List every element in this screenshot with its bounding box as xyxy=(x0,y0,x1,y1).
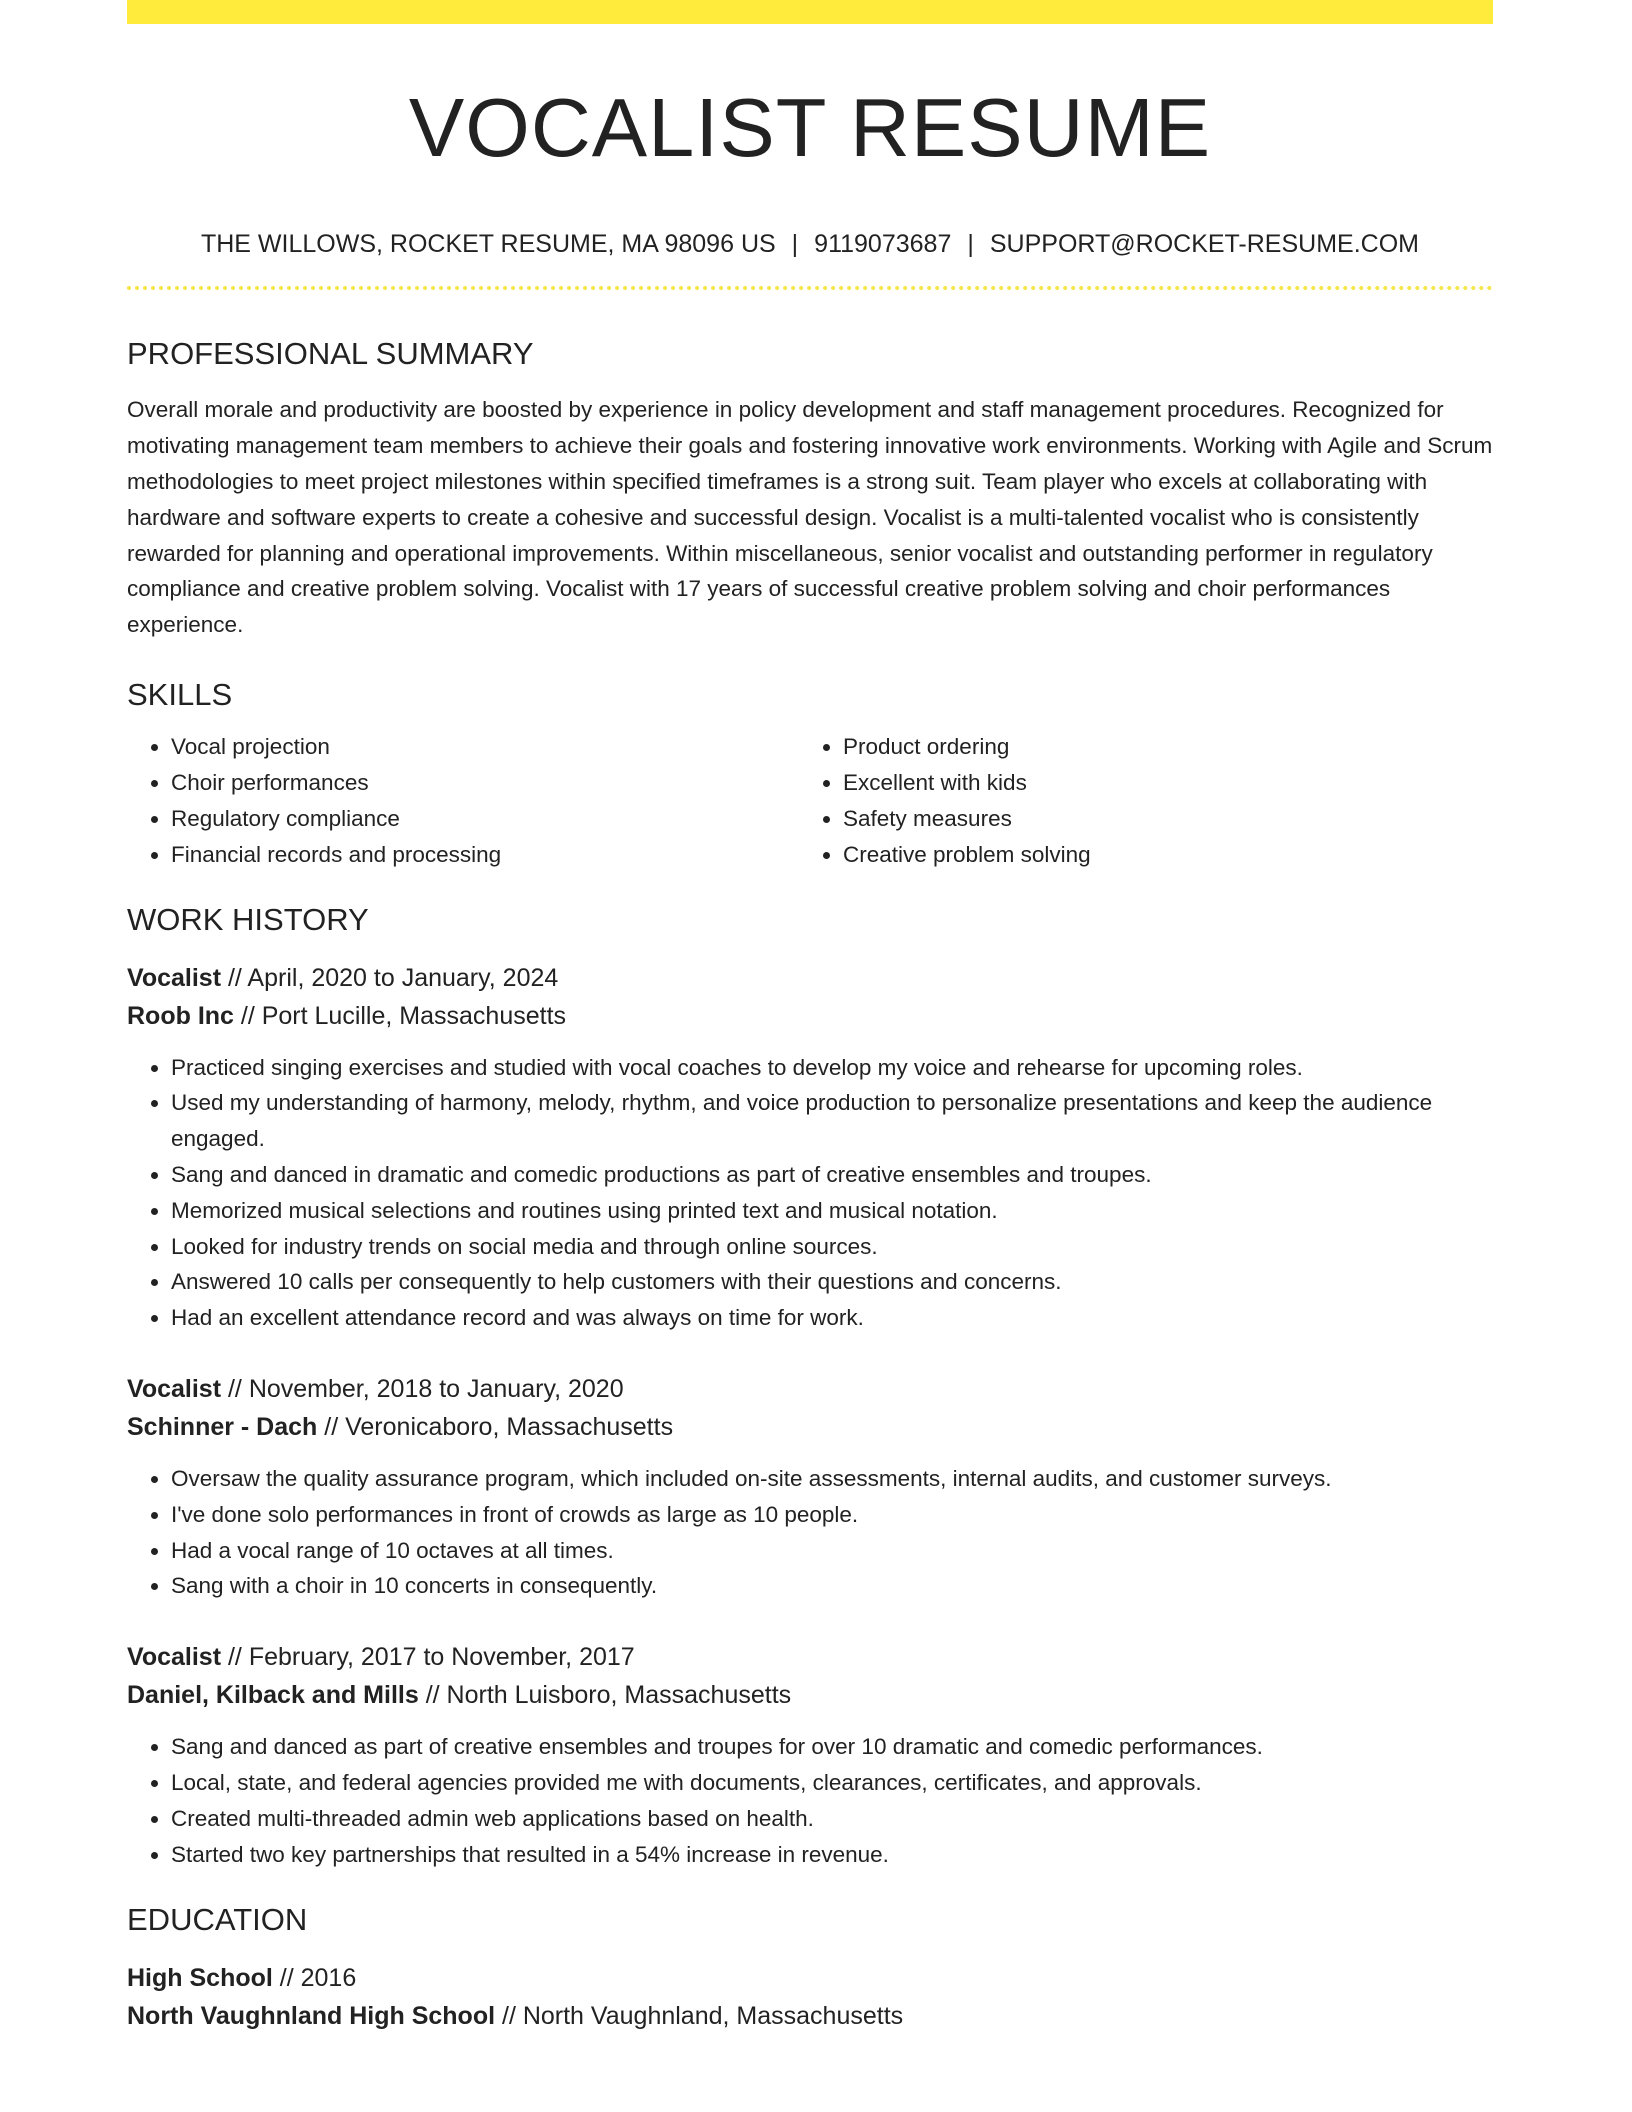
job-company: Roob Inc xyxy=(127,1001,234,1030)
job-bullet: • I've done solo performances in front of crowds as large as 10 people. xyxy=(171,1497,1493,1533)
job-bullet: • Sang with a choir in 10 concerts in consequently. xyxy=(171,1568,1493,1604)
job-company: Daniel, Kilback and Mills xyxy=(127,1681,419,1710)
skill-item: • Product ordering xyxy=(843,729,1471,765)
education-degree-line xyxy=(127,1959,1493,1997)
contact-email: SUPPORT@ROCKET-RESUME.COM xyxy=(989,230,1419,259)
job-bullet: • Looked for industry trends on social media and through online sources. xyxy=(171,1229,1493,1265)
skill-item: • Regulatory compliance xyxy=(171,801,799,837)
contact-phone: 9119073687 xyxy=(814,230,952,259)
resume-page xyxy=(127,0,1493,2035)
skills-column-left xyxy=(127,729,799,872)
job-bullet: • Local, state, and federal agencies provided me with documents, clearances, certificates, and approvals. xyxy=(171,1765,1493,1801)
job-bullet: • Had an excellent attendance record and was always on time for work. xyxy=(171,1300,1493,1336)
resume-title: VOCALIST RESUME xyxy=(408,81,1212,174)
education-school: North Vaughnland High School xyxy=(127,2001,496,2030)
job-bullet: • Answered 10 calls per consequently to help customers with their questions and concerns. xyxy=(171,1264,1493,1300)
job-title: Vocalist xyxy=(127,963,222,992)
summary-heading: PROFESSIONAL SUMMARY xyxy=(127,336,534,372)
skill-item: • Choir performances xyxy=(171,765,799,801)
job-location: // North Luisboro, Massachusetts xyxy=(418,1681,792,1710)
contact-line xyxy=(127,229,1493,259)
education-year: // 2016 xyxy=(272,1963,357,1992)
skill-item: • Excellent with kids xyxy=(843,765,1471,801)
skill-item: • Financial records and processing xyxy=(171,837,799,873)
job-entry xyxy=(127,1370,1493,1604)
job-location: // Veronicaboro, Massachusetts xyxy=(317,1413,674,1441)
job-company: Schinner - Dach xyxy=(127,1413,318,1441)
job-location: // Port Lucille, Massachusetts xyxy=(233,1001,567,1030)
job-bullet: • Created multi-threaded admin web applications based on health. xyxy=(171,1801,1493,1837)
job-title: Vocalist xyxy=(127,1375,222,1403)
job-bullet: • Had a vocal range of 10 octaves at all times. xyxy=(171,1533,1493,1569)
job-entry xyxy=(127,1638,1493,1872)
work-history-heading: WORK HISTORY xyxy=(127,902,369,938)
job-dates: // April, 2020 to January, 2024 xyxy=(221,963,559,992)
skill-item: • Safety measures xyxy=(843,801,1471,837)
skills-list xyxy=(127,729,1493,872)
job-dates: // November, 2018 to January, 2020 xyxy=(221,1375,624,1403)
education-location: // North Vaughnland, Massachusetts xyxy=(495,2001,904,2030)
contact-separator: | xyxy=(791,230,799,259)
education-degree: High School xyxy=(127,1963,273,1992)
skills-column-right xyxy=(799,729,1471,872)
job-company-line xyxy=(127,1408,1493,1446)
job-bullet: • Oversaw the quality assurance program, which included on-site assessments, internal audits, and customer surveys. xyxy=(171,1461,1493,1497)
education-school-line xyxy=(127,1997,1493,2035)
job-company-line xyxy=(127,1676,1493,1714)
job-title-line xyxy=(127,959,1493,997)
education-entry xyxy=(127,1959,1493,2035)
job-bullet: • Memorized musical selections and routines using printed text and musical notation. xyxy=(171,1193,1493,1229)
job-bullet: • Practiced singing exercises and studied with vocal coaches to develop my voice and rehearse for upcoming roles. xyxy=(171,1050,1493,1086)
education-heading: EDUCATION xyxy=(127,1902,308,1938)
skill-item: • Vocal projection xyxy=(171,729,799,765)
contact-address: THE WILLOWS, ROCKET RESUME, MA 98096 US xyxy=(200,230,776,259)
skills-heading: SKILLS xyxy=(127,677,233,713)
job-title-line xyxy=(127,1638,1493,1676)
summary-text: Overall morale and productivity are boosted by experience in policy development and staff management procedures. Recognized for motivating management team members to achieve their goals and fostering innovative work environments. Working with Agile and Scrum methodologies to meet project milestones within specified timeframes is a strong suit. Team player who excels at collaborating with hardware and software experts to create a cohesive and successful design. Vocalist is a multi-talented vocalist who is consistently rewarded for planning and operational improvements. Within miscellaneous, senior vocalist and outstanding performer in regulatory compliance and creative problem solving. Vocalist with 17 years of successful creative problem solving and choir performances experience. xyxy=(127,397,1493,638)
job-bullet: • Sang and danced in dramatic and comedic productions as part of creative ensembles and troupes. xyxy=(171,1157,1493,1193)
job-title: Vocalist xyxy=(127,1643,222,1672)
job-bullet: • Used my understanding of harmony, melody, rhythm, and voice production to personalize presentations and keep the audience engaged. xyxy=(171,1085,1493,1157)
job-bullets xyxy=(127,1461,1493,1604)
job-entry xyxy=(127,959,1493,1336)
contact-separator: | xyxy=(967,230,974,259)
job-bullet: • Sang and danced as part of creative ensembles and troupes for over 10 dramatic and comedic performances. xyxy=(171,1729,1493,1765)
job-title-line xyxy=(127,1370,1493,1408)
job-dates: // February, 2017 to November, 2017 xyxy=(221,1643,635,1672)
accent-top-bar xyxy=(127,0,1493,24)
job-company-line xyxy=(127,997,1493,1035)
job-bullet: • Started two key partnerships that resulted in a 54% increase in revenue. xyxy=(171,1837,1493,1873)
dotted-divider xyxy=(127,286,1493,290)
job-bullets xyxy=(127,1729,1493,1872)
skill-item: • Creative problem solving xyxy=(843,837,1471,873)
job-bullets xyxy=(127,1050,1493,1336)
